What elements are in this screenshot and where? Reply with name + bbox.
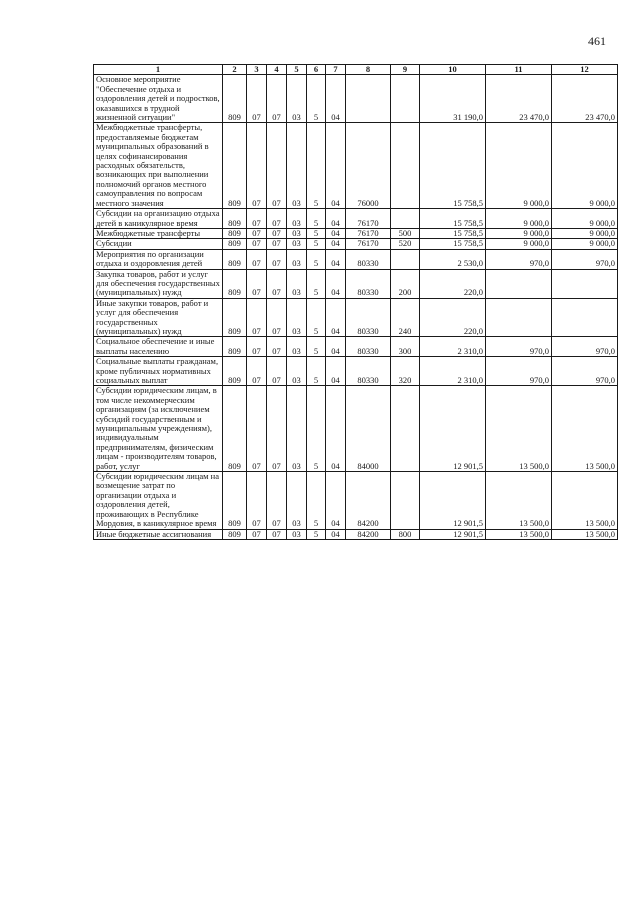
- code-section: 07: [247, 75, 267, 123]
- code-expense-type: [391, 249, 420, 269]
- row-description: Социальные выплаты гражданам, кроме публичных нормативных социальных выплат: [94, 357, 223, 386]
- amount-col-12: 13 500,0: [552, 472, 618, 529]
- amount-col-10: 2 530,0: [420, 249, 486, 269]
- table-row: [94, 239, 618, 249]
- amount-col-11: 13 500,0: [486, 472, 552, 529]
- column-header: 1: [94, 65, 223, 75]
- table-row: [94, 228, 618, 238]
- amount-col-12: 970,0: [552, 357, 618, 386]
- code-section: 07: [247, 529, 267, 539]
- code-subprogram: 5: [307, 228, 326, 238]
- row-description: Субсидии: [94, 239, 223, 249]
- amount-col-12: 9 000,0: [552, 228, 618, 238]
- code-event: 04: [326, 386, 346, 472]
- code-expense-type: 200: [391, 269, 420, 298]
- amount-col-11: 970,0: [486, 337, 552, 357]
- code-expense-type: [391, 75, 420, 123]
- amount-col-10: 15 758,5: [420, 123, 486, 209]
- code-subprogram: 5: [307, 239, 326, 249]
- code-section: 07: [247, 386, 267, 472]
- code-expense-type: 520: [391, 239, 420, 249]
- code-expense-type: [391, 472, 420, 529]
- amount-col-10: 15 758,5: [420, 209, 486, 229]
- code-program: 03: [287, 249, 307, 269]
- amount-col-11: 9 000,0: [486, 228, 552, 238]
- code-subprogram: 5: [307, 298, 326, 337]
- code-subsection: 07: [267, 239, 287, 249]
- code-subsection: 07: [267, 298, 287, 337]
- code-expense-type: [391, 386, 420, 472]
- column-header: 8: [346, 65, 391, 75]
- column-header: 11: [486, 65, 552, 75]
- code-event: 04: [326, 209, 346, 229]
- code-event: 04: [326, 298, 346, 337]
- code-event: 04: [326, 228, 346, 238]
- code-section: 07: [247, 249, 267, 269]
- code-ministry: 809: [223, 529, 247, 539]
- column-header: 3: [247, 65, 267, 75]
- amount-col-10: 220,0: [420, 298, 486, 337]
- column-header: 10: [420, 65, 486, 75]
- code-ministry: 809: [223, 337, 247, 357]
- code-direction: 84200: [346, 529, 391, 539]
- code-direction: 84200: [346, 472, 391, 529]
- code-direction: 76170: [346, 239, 391, 249]
- code-subprogram: 5: [307, 269, 326, 298]
- row-description: Субсидии юридическим лицам на возмещение затрат по организации отдыха и оздоровления детей, проживающих в Республике Мордовия, в каникулярное время: [94, 472, 223, 529]
- amount-col-10: 15 758,5: [420, 228, 486, 238]
- code-ministry: 809: [223, 357, 247, 386]
- code-subprogram: 5: [307, 386, 326, 472]
- code-event: 04: [326, 337, 346, 357]
- code-direction: 76170: [346, 228, 391, 238]
- code-ministry: 809: [223, 239, 247, 249]
- code-program: 03: [287, 529, 307, 539]
- code-subprogram: 5: [307, 357, 326, 386]
- row-description: Иные закупки товаров, работ и услуг для обеспечения государственных (муниципальных) нужд: [94, 298, 223, 337]
- code-subprogram: 5: [307, 472, 326, 529]
- amount-col-12: 13 500,0: [552, 386, 618, 472]
- code-direction: 76000: [346, 123, 391, 209]
- code-event: 04: [326, 249, 346, 269]
- code-event: 04: [326, 123, 346, 209]
- amount-col-12: 970,0: [552, 249, 618, 269]
- amount-col-12: 970,0: [552, 337, 618, 357]
- code-subsection: 07: [267, 123, 287, 209]
- code-event: 04: [326, 472, 346, 529]
- column-header: 2: [223, 65, 247, 75]
- code-ministry: 809: [223, 209, 247, 229]
- code-program: 03: [287, 337, 307, 357]
- code-expense-type: 500: [391, 228, 420, 238]
- amount-col-11: 970,0: [486, 249, 552, 269]
- code-expense-type: 240: [391, 298, 420, 337]
- code-subsection: 07: [267, 249, 287, 269]
- table-row: [94, 249, 618, 269]
- code-program: 03: [287, 472, 307, 529]
- row-description: Межбюджетные трансферты: [94, 228, 223, 238]
- amount-col-10: 2 310,0: [420, 337, 486, 357]
- code-program: 03: [287, 298, 307, 337]
- code-subsection: 07: [267, 75, 287, 123]
- code-subprogram: 5: [307, 529, 326, 539]
- row-description: Межбюджетные трансферты, предоставляемые бюджетам муниципальных образований в целях софинансирования расходных обязательств, возникающих при выполнении полномочий органов местного самоуправления по вопросам местного значения: [94, 123, 223, 209]
- table-row: [94, 123, 618, 209]
- table-row: [94, 386, 618, 472]
- code-section: 07: [247, 472, 267, 529]
- amount-col-12: 13 500,0: [552, 529, 618, 539]
- column-header: 12: [552, 65, 618, 75]
- code-direction: 84000: [346, 386, 391, 472]
- amount-col-11: 13 500,0: [486, 386, 552, 472]
- code-section: 07: [247, 337, 267, 357]
- code-expense-type: 800: [391, 529, 420, 539]
- table-body: [94, 75, 618, 540]
- amount-col-11: 13 500,0: [486, 529, 552, 539]
- column-header: 9: [391, 65, 420, 75]
- code-subprogram: 5: [307, 249, 326, 269]
- table-row: [94, 75, 618, 123]
- code-section: 07: [247, 209, 267, 229]
- header-row: [94, 65, 618, 75]
- table-row: [94, 298, 618, 337]
- amount-col-12: [552, 298, 618, 337]
- code-subsection: 07: [267, 357, 287, 386]
- amount-col-10: 2 310,0: [420, 357, 486, 386]
- code-subsection: 07: [267, 529, 287, 539]
- code-section: 07: [247, 228, 267, 238]
- code-event: 04: [326, 239, 346, 249]
- row-description: Мероприятия по организации отдыха и оздоровления детей: [94, 249, 223, 269]
- code-direction: [346, 75, 391, 123]
- code-event: 04: [326, 75, 346, 123]
- table-row: [94, 337, 618, 357]
- table-row: [94, 529, 618, 539]
- code-ministry: 809: [223, 472, 247, 529]
- amount-col-10: 15 758,5: [420, 239, 486, 249]
- amount-col-11: 970,0: [486, 357, 552, 386]
- code-section: 07: [247, 239, 267, 249]
- code-subprogram: 5: [307, 75, 326, 123]
- row-description: Закупка товаров, работ и услуг для обеспечения государственных (муниципальных) нужд: [94, 269, 223, 298]
- code-section: 07: [247, 357, 267, 386]
- column-header: 5: [287, 65, 307, 75]
- amount-col-12: 9 000,0: [552, 239, 618, 249]
- code-ministry: 809: [223, 123, 247, 209]
- code-program: 03: [287, 75, 307, 123]
- code-section: 07: [247, 269, 267, 298]
- table-row: [94, 269, 618, 298]
- column-header: 6: [307, 65, 326, 75]
- row-description: Иные бюджетные ассигнования: [94, 529, 223, 539]
- row-description: Субсидии юридическим лицам, в том числе некоммерческим организациям (за исключением субсидий государственным и муниципальным учреждениям), индивидуальным предпринимателям, физическим лицам - производителям товаров, работ, услуг: [94, 386, 223, 472]
- amount-col-11: 23 470,0: [486, 75, 552, 123]
- amount-col-10: 12 901,5: [420, 529, 486, 539]
- budget-table: [93, 64, 618, 540]
- page-number: 461: [588, 34, 606, 48]
- row-description: Основное мероприятие "Обеспечение отдыха и оздоровления детей и подростков, оказавшихся в трудной жизненной ситуации": [94, 75, 223, 123]
- code-program: 03: [287, 357, 307, 386]
- code-subprogram: 5: [307, 123, 326, 209]
- code-expense-type: [391, 209, 420, 229]
- code-direction: 80330: [346, 298, 391, 337]
- amount-col-10: 31 190,0: [420, 75, 486, 123]
- code-expense-type: [391, 123, 420, 209]
- code-program: 03: [287, 123, 307, 209]
- code-subprogram: 5: [307, 337, 326, 357]
- code-ministry: 809: [223, 249, 247, 269]
- code-ministry: 809: [223, 228, 247, 238]
- code-direction: 76170: [346, 209, 391, 229]
- amount-col-11: 9 000,0: [486, 209, 552, 229]
- code-subsection: 07: [267, 337, 287, 357]
- code-event: 04: [326, 357, 346, 386]
- code-program: 03: [287, 269, 307, 298]
- code-subsection: 07: [267, 386, 287, 472]
- code-ministry: 809: [223, 298, 247, 337]
- code-subsection: 07: [267, 269, 287, 298]
- amount-col-12: 9 000,0: [552, 123, 618, 209]
- code-program: 03: [287, 228, 307, 238]
- code-event: 04: [326, 269, 346, 298]
- code-direction: 80330: [346, 269, 391, 298]
- amount-col-12: [552, 269, 618, 298]
- amount-col-11: 9 000,0: [486, 123, 552, 209]
- table-row: [94, 209, 618, 229]
- code-direction: 80330: [346, 249, 391, 269]
- amount-col-12: 9 000,0: [552, 209, 618, 229]
- table-row: [94, 357, 618, 386]
- code-subprogram: 5: [307, 209, 326, 229]
- amount-col-12: 23 470,0: [552, 75, 618, 123]
- code-subsection: 07: [267, 472, 287, 529]
- code-program: 03: [287, 209, 307, 229]
- code-ministry: 809: [223, 75, 247, 123]
- code-expense-type: 300: [391, 337, 420, 357]
- code-direction: 80330: [346, 337, 391, 357]
- code-program: 03: [287, 386, 307, 472]
- code-direction: 80330: [346, 357, 391, 386]
- amount-col-11: [486, 269, 552, 298]
- code-section: 07: [247, 298, 267, 337]
- code-subsection: 07: [267, 209, 287, 229]
- code-expense-type: 320: [391, 357, 420, 386]
- table-row: [94, 472, 618, 529]
- code-program: 03: [287, 239, 307, 249]
- row-description: Социальное обеспечение и иные выплаты населению: [94, 337, 223, 357]
- amount-col-10: 220,0: [420, 269, 486, 298]
- amount-col-10: 12 901,5: [420, 472, 486, 529]
- code-ministry: 809: [223, 269, 247, 298]
- row-description: Субсидии на организацию отдыха детей в каникулярное время: [94, 209, 223, 229]
- column-header: 7: [326, 65, 346, 75]
- code-ministry: 809: [223, 386, 247, 472]
- code-event: 04: [326, 529, 346, 539]
- code-section: 07: [247, 123, 267, 209]
- amount-col-10: 12 901,5: [420, 386, 486, 472]
- column-header: 4: [267, 65, 287, 75]
- amount-col-11: [486, 298, 552, 337]
- code-subsection: 07: [267, 228, 287, 238]
- amount-col-11: 9 000,0: [486, 239, 552, 249]
